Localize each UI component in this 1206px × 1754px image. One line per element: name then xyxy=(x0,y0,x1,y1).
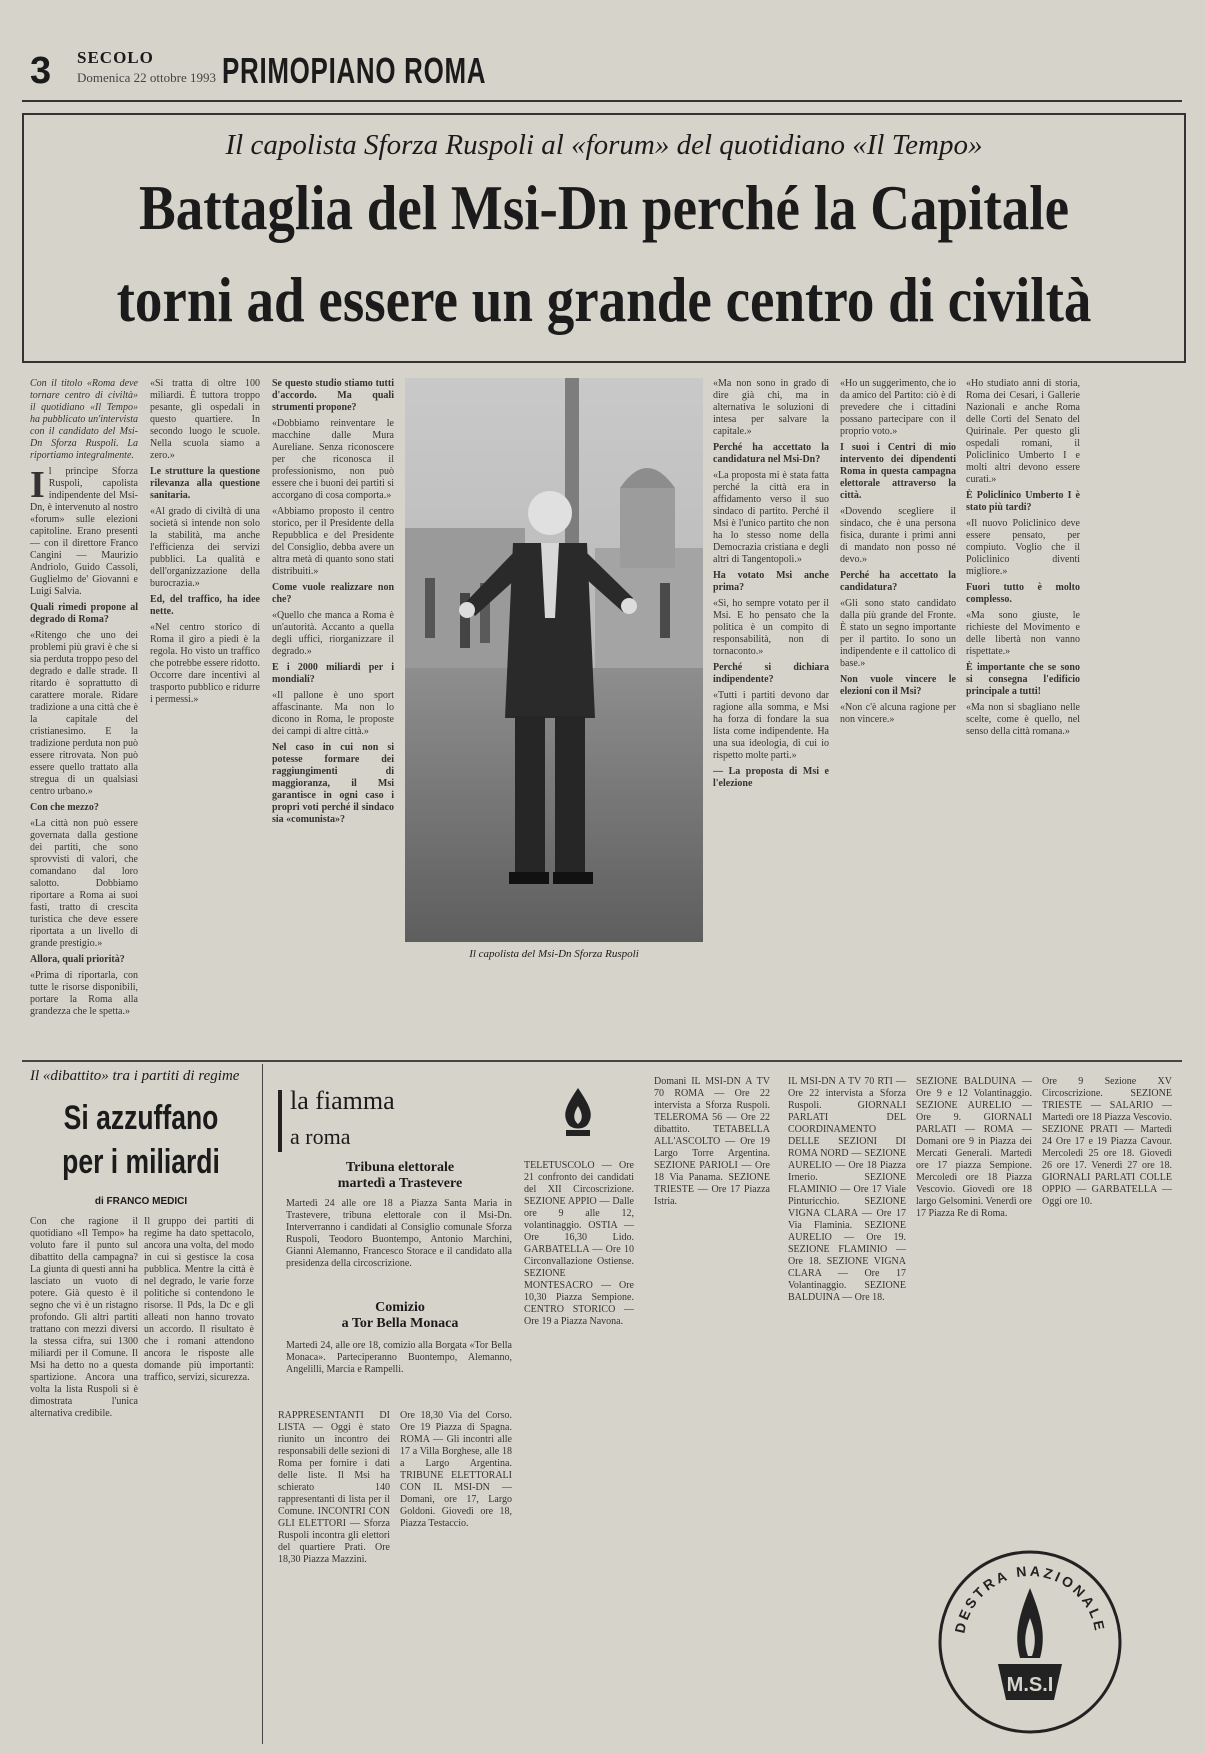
article-paragraph: «Ho un suggerimento, che io da amico del Partito: ciò è di prevedere che i cittadini possano partecipare con il proprio voto.» xyxy=(840,378,956,437)
article-question: Le strutture la questione rilevanza alla questione sanitaria. xyxy=(150,466,260,501)
article-paragraph: «Ritengo che uno dei problemi più gravi è che si sia perduta troppo peso del degrado e dalle strade. Il ritardo è soprattutto di carattere morale. Ridare tradizione a una città che è la capitale del cristianesimo. E la tradizione perduta non può essere ritrovata. Non può essere quello trattato alla stregua di un qualsiasi centro urbano.» xyxy=(30,630,138,797)
photo-ruspoli xyxy=(405,378,703,942)
article-paragraph: «Ma sono giuste, le richieste del Movimento e delle libertà non vanno rispettate.» xyxy=(966,610,1080,657)
bottom-article-title xyxy=(54,1096,227,1184)
column-rule xyxy=(262,1064,263,1744)
photo-illustration xyxy=(405,378,703,942)
bottom-article-column-1 xyxy=(30,1216,138,1742)
article-intro: Con il titolo «Roma deve tornare centro di civiltà» il quotidiano «Il Tempo» ha pubblicato un'intervista con il candidato del Msi-Dn Sforza Ruspoli. La riportiamo integralmente. xyxy=(30,378,138,461)
fiamma-header xyxy=(270,1080,520,1160)
section-divider xyxy=(22,1060,1182,1062)
article-paragraph: «Ma non sono in grado di dire già chi, ma in alternativa le soluzioni di intesa per salvare la capitale.» xyxy=(713,378,829,437)
article-paragraph: «Ho studiato anni di storia, Roma dei Cesari, i Gallerie Nazionali e anche Roma delle Corti del Senato del Quirinale. Per questo gli ospedali romani, il Policlinico Umberto I e molti altri devono essere curati.» xyxy=(966,378,1080,485)
article-question: Se questo studio stiamo tutti d'accordo. Ma quali strumenti propone? xyxy=(272,378,394,413)
article-question: Perché si dichiara indipendente? xyxy=(713,662,829,685)
article-question: Fuori tutto è molto complesso. xyxy=(966,582,1080,605)
article-column-4 xyxy=(713,378,829,1054)
article-paragraph: «Il nuovo Policlinico deve essere pensato, per compiuto. Voglio che il Policlinico diventi migliore.» xyxy=(966,518,1080,577)
headline-line-1: Battaglia del Msi-Dn perché la Capitale xyxy=(138,172,1070,243)
article-question: Nel caso in cui non si potesse formare dei raggiungimenti di maggioranza, il Msi garantisce in ogni caso i propri voti perché il sindaco sia «comunista»? xyxy=(272,742,394,825)
msi-emblem xyxy=(936,1548,1124,1736)
bottom-article-byline: di FRANCO MEDICI xyxy=(94,1196,188,1207)
article-question: È importante che se sono si consegna l'edificio principale a tutti! xyxy=(966,662,1080,697)
article-column-5 xyxy=(840,378,956,1054)
headline-line-2: torni ad essere un grande centro di civiltà xyxy=(116,264,1092,335)
bottom-title-line-2: per i miliardi xyxy=(62,1143,220,1181)
article-question: I suoi i Centri di mio intervento dei dipendenti Roma in questa campagna elettorale attraverso la città. xyxy=(840,442,956,501)
article-paragraph: «Gli sono stato candidato dalla più grande del Fronte. È stato un segno importante per il partito. Io sono un indipendente e il cattolico di base.» xyxy=(840,598,956,669)
fiamma-column-4: Domani IL MSI-DN A TV 70 ROMA — Ore 22 intervista a Sforza Ruspoli. TELEROMA 56 — Ore 22 dibattito. TETABELLA ALL'ASCOLTO — Ore 19 Largo Torre Argentina. SEZIONE PARIOLI — Ore 18 Via Panama. SEZIONE TRIESTE — Ore 17 Piazza Istria. xyxy=(654,1076,770,1207)
article-paragraph: Con che ragione il quotidiano «Il Tempo» ha voluto fare il punto sul dibattito della campagna? La giunta di questi anni ha lasciato un vuoto di potere. Già questo è il segno che vi è un ristagno profondo. Gli altri partiti trattano con mezzi diversi la stessa cifra, sui 1300 miliardi per il Comune. Il Msi ha detto no a questa spartizione. Ancora una volta la lista Ruspoli si è dimostrata l'unica alternativa credibile. xyxy=(30,1216,138,1419)
article-question: Ha votato Msi anche prima? xyxy=(713,570,829,593)
fiamma-column-2: Ore 18,30 Via del Corso. Ore 19 Piazza di Spagna. ROMA — Gli incontri alle 17 a Villa Borghese, alle 18 a Largo Argentina. TRIBUNE ELETTORALI CON IL MSI-DN — Domani, ore 17, Largo Goldoni. Giovedì ore 18, Piazza Testaccio. xyxy=(400,1410,512,1529)
article-question: Perché ha accettato la candidatura? xyxy=(840,570,956,593)
article-question: Allora, quali priorità? xyxy=(30,954,125,965)
article-question: Con che mezzo? xyxy=(30,802,99,813)
article-question: — La proposta di Msi e l'elezione xyxy=(713,766,829,789)
article-question: Quali rimedi propone al degrado di Roma? xyxy=(30,602,138,625)
headline-box xyxy=(22,113,1186,363)
article-column-3 xyxy=(272,378,394,1054)
fiamma-bracket xyxy=(278,1090,282,1152)
fiamma-column-3: TELETUSCOLO — Ore 21 confronto dei candidati del XII Circoscrizione. SEZIONE APPIO — Dalle ore 9 alle 12, volantinaggio. OSTIA — Ore 16,30 Lido. GARBATELLA — Ore 10 Circonvallazione Ostiense. SEZIONE MONTESACRO — Ore 10,30 Piazza Sempione. CENTRO STORICO — Ore 19 a Piazza Navona. xyxy=(524,1160,634,1327)
fiamma-column-1: RAPPRESENTANTI DI LISTA — Oggi è stato riunito un incontro dei responsabili delle sezioni di Roma per fornire i dati delle liste. Il Msi ha schierato 140 rappresentanti di lista per il Comune. INCONTRI CON GLI ELETTORI — Sforza Ruspoli incontra gli elettori del quartiere Prati. Ore 18,30 Piazza Mazzini. xyxy=(278,1410,390,1565)
bottom-title-line-1: Si azzuffano xyxy=(63,1099,219,1137)
drop-cap: I xyxy=(30,464,45,506)
listings-column-1: IL MSI-DN A TV 70 RTI — Ore 22 intervista a Sforza Ruspoli. GIORNALI PARLATI DEL COORDINAMENTO DELLE SEZIONI DI ROMA NORD — SEZIONE AURELIO — Ore 18 Piazza Irnerio. SEZIONE FLAMINIO — Ore 17 Viale Pinturicchio. SEZIONE VIGNA CLARA — Ore 17 Via Flaminia. SEZIONE AURELIO — Ore 19. SEZIONE FLAMINIO — Ore 18. SEZIONE VIGNA CLARA — Ore 17 Volantinaggio. SEZIONE BALDUINA — Ore 18. xyxy=(788,1076,906,1303)
article-question: Non vuole vincere le elezioni con il Msi? xyxy=(840,674,956,697)
article-column-1 xyxy=(30,378,138,1054)
article-paragraph: l principe Sforza Ruspoli, capolista indipendente del Msi-Dn, è intervenuto al nostro «forum» sulle elezioni capitoline. Erano presenti — con il direttore Franco Cangini — Maurizio Andriolo, Guido Cassoli, Guglielmo de' Giovanni e Luigi Salvia. xyxy=(30,466,138,597)
article-paragraph: «Abbiamo proposto il centro storico, per il Presidente della Repubblica e del Presidente del Consiglio, debba avere un altra metà di quanto sono stati distribuiti.» xyxy=(272,506,394,577)
event-1-text: Martedì 24 alle ore 18 a Piazza Santa Maria in Trastevere, tribuna elettorale con il Msi-Dn. Interverranno i candidati al Consiglio comunale Sforza Ruspoli, Teodoro Buontempo, Antonio Marchini, Gianni Alemanno, Francesco Storace e il candidato alla presidenza della circoscrizione. xyxy=(286,1198,512,1269)
article-question: Come vuole realizzare non che? xyxy=(272,582,394,605)
article-paragraph: «Sì, ho sempre votato per il Msi. E ho pensato che la politica è un compito di responsabilità, non di tornaconto.» xyxy=(713,598,829,657)
article-paragraph: Il gruppo dei partiti di regime ha dato spettacolo, ancora una volta, del modo in cui si gestisce la cosa pubblica. Mentre la città è nel degrado, le varie forze politiche si contendono le risorse. Il Pds, la Dc e gli alleati non hanno trovato un accordo. Il risultato è che i romani attendono ancora le risposte alle domande più importanti: traffico, servizi, sicurezza. xyxy=(144,1216,254,1383)
article-paragraph: «Ma non si sbagliano nelle scelte, come è quello, nel senso della città romana.» xyxy=(966,702,1080,737)
article-paragraph: «Dovendo scegliere il sindaco, che è una persona fisica, durante i primi anni di mandato non posso né devo.» xyxy=(840,506,956,565)
event-2-title: Comizio a Tor Bella Monaca xyxy=(341,1300,459,1331)
article-question: Ed, del traffico, ha idee nette. xyxy=(150,594,260,617)
photo-caption: Il capolista del Msi-Dn Sforza Ruspoli xyxy=(469,948,639,960)
article-paragraph: «Il pallone è uno sport affascinante. Ma non lo dicono in Roma, le proposte dei campi di altre città.» xyxy=(272,690,394,737)
article-question: È Policlinico Umberto I è stato più tardi? xyxy=(966,490,1080,513)
article-question: E i 2000 miliardi per i mondiali? xyxy=(272,662,394,685)
emblem-letters: M.S.I xyxy=(1006,1674,1054,1696)
article-question: Perché ha accettato la candidatura nel Msi-Dn? xyxy=(713,442,829,465)
article-paragraph: «La città non può essere governata dalla gestione dei partiti, che sono sprovvisti di valori, che comandano dal loro salotto. Dobbiamo riportare a Roma ai suoi fasti, tratto di crescita turistica che deve essere riportata a un livello di grande prestigio.» xyxy=(30,818,138,949)
article-paragraph: «Si tratta di oltre 100 miliardi. È tuttora troppo pesante, gli ospedali in questo quartiere. In secondo luogo le scuole. Nella scuola siamo a zero.» xyxy=(150,378,260,461)
flame-icon xyxy=(552,1084,604,1148)
paper-name: SECOLO xyxy=(77,48,154,67)
bottom-article-column-2 xyxy=(144,1216,254,1742)
section-title: PRIMOPIANO ROMA xyxy=(222,50,487,91)
article-paragraph: «Non c'è alcuna ragione per non vincere.» xyxy=(840,702,956,725)
page-number: 3 xyxy=(30,50,52,92)
article-column-2 xyxy=(150,378,260,1054)
listings-column-3: Ore 9 Sezione XV Circoscrizione. SEZIONE TRIESTE — SALARIO — Martedì ore 18 Piazza Vescovio. SEZIONE PRATI — Martedì 24 Ore 17 e 19 Piazza Cavour. Mercoledì 25 ore 18. Giovedì 26 ore 17. Venerdì 27 ore 18. GIORNALI PARLATI COLLE OPPIO — GARBATELLA — Oggi ore 10. xyxy=(1042,1076,1172,1207)
article-paragraph: «Nel centro storico di Roma il giro a piedi è la regola. Ho visto un traffico che potrebbe essere ridotto. Occorre dare incentivi al trasporto pubblico e ridurre i permessi.» xyxy=(150,622,260,705)
event-1-title: Tribuna elettorale martedì a Trastevere xyxy=(337,1160,463,1191)
article-paragraph: «Dobbiamo reinventare le macchine dalle Mura Aureliane. Senza riconoscere per che riconosca il professionismo, non può essere che i buoni dei partiti si accorgano di cosa comporta.» xyxy=(272,418,394,501)
fiamma-title-2: a roma xyxy=(290,1124,351,1149)
fiamma-title-1: la fiamma xyxy=(290,1086,395,1115)
article-paragraph: «Prima di riportarla, con tutte le risorse disponibili, portare la Roma alla grandezza che le spetta.» xyxy=(30,970,138,1017)
article-paragraph: «La proposta mi è stata fatta perché la città era in affidamento verso il suo sindaco di partito. Perché il Msi è l'unico partito che non ha lo stesso nome della Democrazia cristiana e degli altri di Tangentopoli.» xyxy=(713,470,829,565)
article-paragraph: «Tutti i partiti devono dar ragione alla somma, e Msi ha forza di fondare la sua lista come indipendente. Ha una sua ideologia, di cui io rispetto molte parti.» xyxy=(713,690,829,761)
emblem-text: DESTRA NAZIONALE xyxy=(951,1562,1109,1635)
article-column-6 xyxy=(966,378,1080,1054)
issue-date: Domenica 22 ottobre 1993 xyxy=(77,70,216,85)
article-paragraph: «Quello che manca a Roma è un'autorità. Accanto a quella degli uffici, riorganizzare il degrado.» xyxy=(272,610,394,657)
article-paragraph: «Al grado di civiltà di una società si intende non solo la stabilità, ma anche l'efficienza dei servizi pubblici. La qualità e dell'organizzazione della burocrazia.» xyxy=(150,506,260,589)
event-2-text: Martedì 24, alle ore 18, comizio alla Borgata «Tor Bella Monaca». Parteciperanno Buontempo, Alemanno, Angelilli, Marcia e Rampelli. xyxy=(286,1340,512,1375)
listings-column-2: SEZIONE BALDUINA — Ore 9 e 12 Volantinaggio. SEZIONE AURELIO — Ore 9. GIORNALI PARLATI — ROMA — Domani ore 9 in Piazza dei Mercati Generali. Martedì ore 17 piazza Sempione. Mercoledì ore 18 Piazza Vescovio. Giovedì ore 18 largo Gelsomini. Venerdì ore 17 Piazza Re di Roma. xyxy=(916,1076,1032,1219)
bottom-article-kicker: Il «dibattito» tra i partiti di regime xyxy=(30,1068,240,1084)
masthead xyxy=(22,42,1182,102)
headline-kicker: Il capolista Sforza Ruspoli al «forum» del quotidiano «Il Tempo» xyxy=(225,129,983,161)
